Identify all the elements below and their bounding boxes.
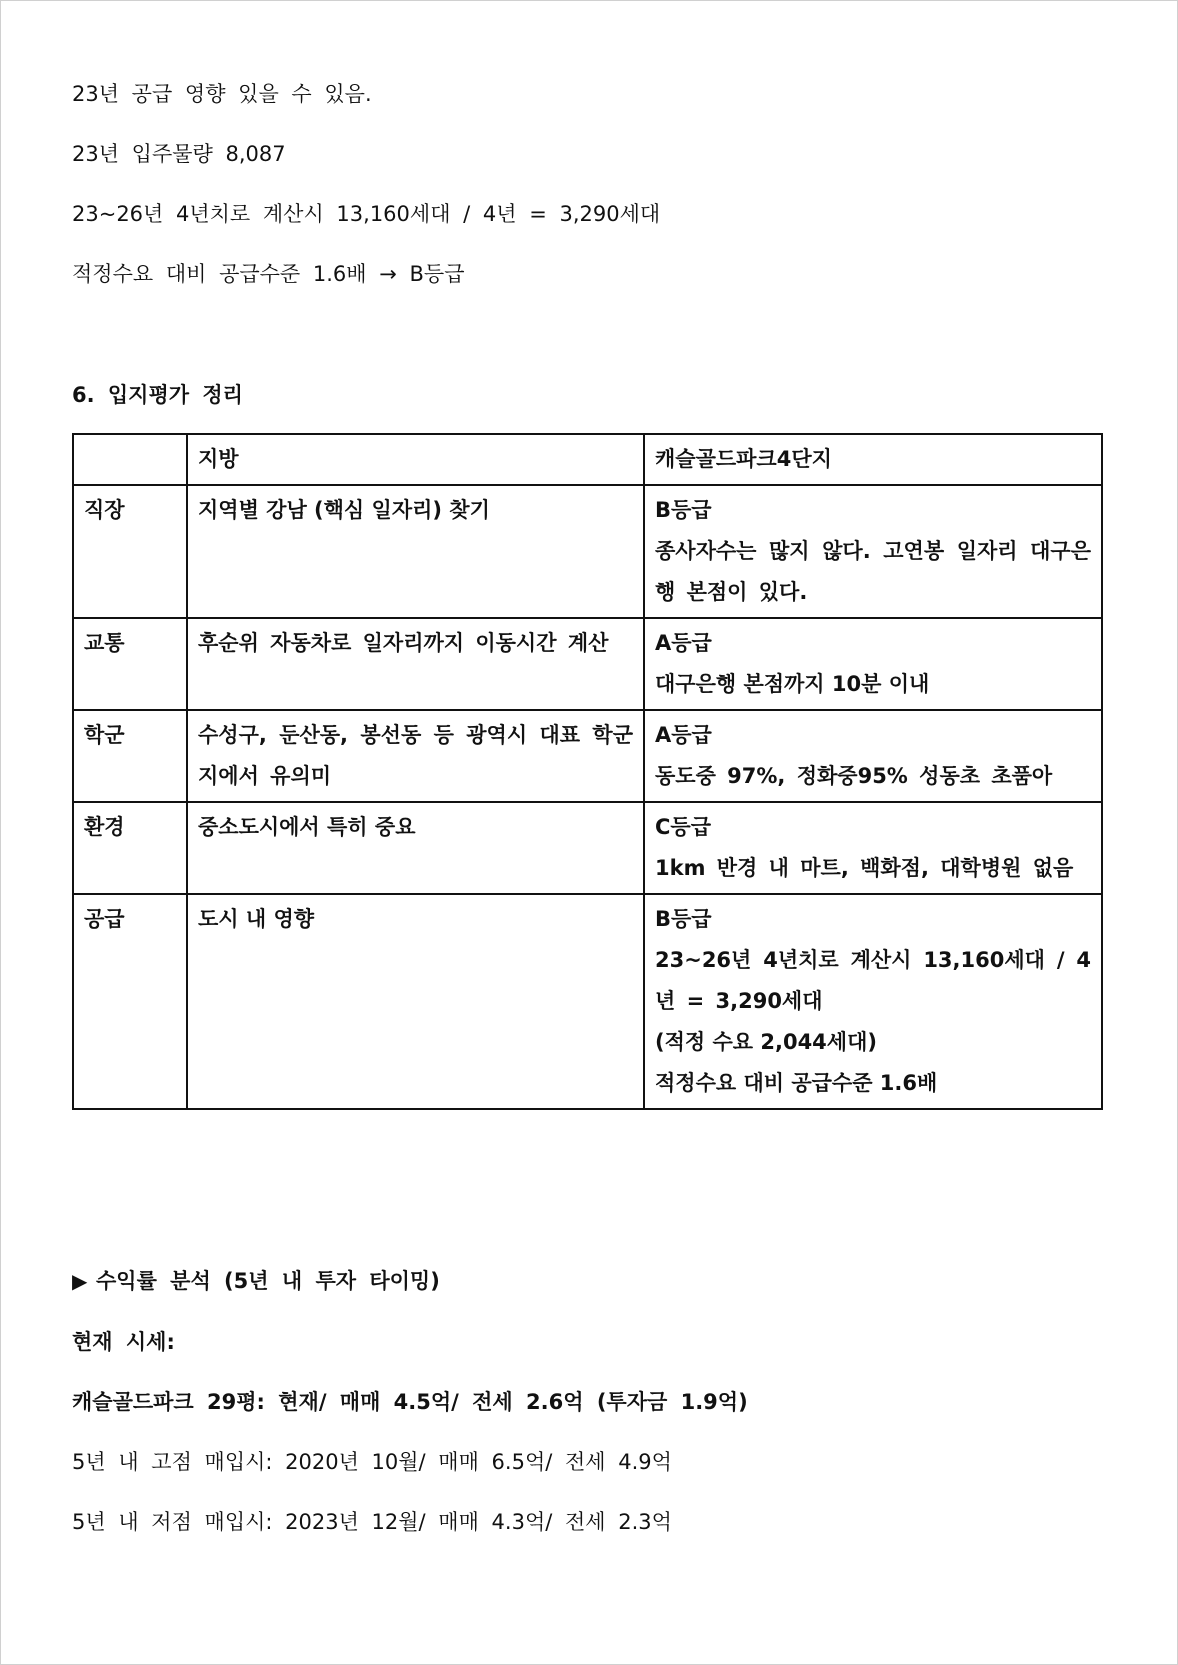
table-row (73, 485, 1102, 618)
returns-heading (72, 1267, 440, 1295)
category-cell: 교통 (73, 618, 187, 710)
table-row (73, 894, 1102, 1109)
table-row (73, 710, 1102, 802)
criteria-cell: 후순위 자동차로 일자리까지 이동시간 계산 (187, 618, 644, 710)
category-cell: 직장 (73, 485, 187, 618)
criteria-cell: 지역별 강남 (핵심 일자리) 찾기 (187, 485, 644, 618)
grade-text: C등급 (655, 815, 711, 839)
table-row (73, 618, 1102, 710)
intro-line-2: 23년 입주물량 8,087 (72, 142, 286, 166)
criteria-cell: 수성구, 둔산동, 봉선동 등 광역시 대표 학군지에서 유의미 (187, 710, 644, 802)
intro-line-3: 23~26년 4년치로 계산시 13,160세대 / 4년 = 3,290세대 (72, 202, 661, 226)
category-cell: 환경 (73, 802, 187, 894)
detail-text: 대구은행 본점까지 10분 이내 (655, 672, 930, 696)
grade-text: B등급 (655, 907, 712, 931)
current-price-label: 현재 시세: (72, 1330, 175, 1354)
detail-text: 종사자수는 많지 않다. 고연봉 일자리 대구은행 본점이 있다. (655, 539, 1091, 604)
grade-text: B등급 (655, 498, 712, 522)
category-cell: 공급 (73, 894, 187, 1109)
table-header-cell: 지방 (187, 434, 644, 485)
returns-title: 수익률 분석 (5년 내 투자 타이밍) (96, 1269, 440, 1293)
table-header-row (73, 434, 1102, 485)
detail-text: (적정 수요 2,044세대) (655, 1030, 877, 1054)
category-cell: 학군 (73, 710, 187, 802)
criteria-cell: 중소도시에서 특히 중요 (187, 802, 644, 894)
table-header-cell: 캐슬골드파크4단지 (644, 434, 1102, 485)
section-heading: 6. 입지평가 정리 (72, 383, 243, 407)
detail-text: 1km 반경 내 마트, 백화점, 대학병원 없음 (655, 856, 1074, 880)
grade-text: A등급 (655, 723, 712, 747)
high-purchase-line: 5년 내 고점 매입시: 2020년 10월/ 매매 6.5억/ 전세 4.9억 (72, 1450, 672, 1474)
low-purchase-line: 5년 내 저점 매입시: 2023년 12월/ 매매 4.3억/ 전세 2.3억 (72, 1510, 672, 1534)
detail-text: 동도중 97%, 정화중95% 성동초 초품아 (655, 764, 1053, 788)
grade-text: A등급 (655, 631, 712, 655)
detail-text: 적정수요 대비 공급수준 1.6배 (655, 1071, 938, 1095)
triangle-bullet-icon: ▶ (72, 1269, 88, 1293)
detail-text: 23~26년 4년치로 계산시 13,160세대 / 4년 = 3,290세대 (655, 948, 1091, 1013)
evaluation-cell (644, 802, 1102, 894)
criteria-cell: 도시 내 영향 (187, 894, 644, 1109)
evaluation-cell (644, 485, 1102, 618)
evaluation-cell (644, 894, 1102, 1109)
location-evaluation-table (72, 433, 1103, 1110)
table-header-cell (73, 434, 187, 485)
evaluation-cell (644, 710, 1102, 802)
evaluation-cell (644, 618, 1102, 710)
intro-line-1: 23년 공급 영향 있을 수 있음. (72, 82, 372, 106)
table-row (73, 802, 1102, 894)
current-price-line: 캐슬골드파크 29평: 현재/ 매매 4.5억/ 전세 2.6억 (투자금 1.9억) (72, 1390, 748, 1414)
intro-line-4: 적정수요 대비 공급수준 1.6배 → B등급 (72, 262, 465, 286)
